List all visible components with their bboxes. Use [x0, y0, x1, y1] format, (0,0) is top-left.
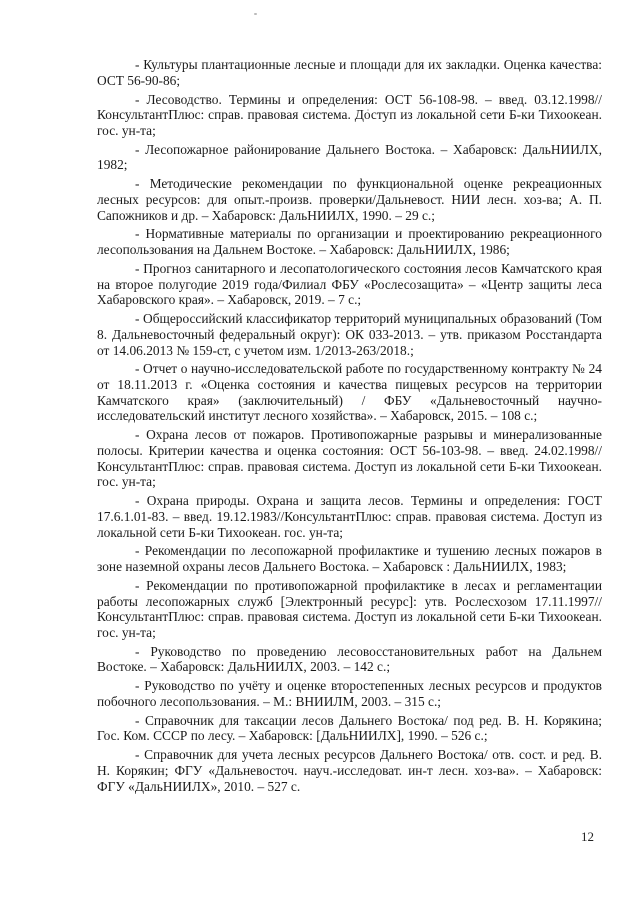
reference-entry: - Рекомендации по противопожарной профилактике в лесах и регламентации работы лесопожарных служб [Электронный ресурс]: утв. Рослесхозом 17.11.1997// КонсультантПлюс: справ. правовая система. Доступ из локальной сети Б-ки Тихоокеан. гос. ун-та; [97, 577, 602, 640]
reference-entry: - Лесоводство. Термины и определения: ОСТ 56-108-98. – введ. 03.12.1998// КонсультантПлюс: справ. правовая система. Доступ из локальной сети Б-ки Тихоокеан. гос. ун-та; [97, 91, 602, 138]
reference-entry: - Руководство по проведению лесовосстановительных работ на Дальнем Востоке. – Хабаровск: ДальНИИЛХ, 2003. – 142 с.; [97, 643, 602, 675]
reference-list [97, 57, 602, 797]
reference-entry: - Прогноз санитарного и лесопатологического состояния лесов Камчатского края на второе полугодие 2019 года/Филиал ФБУ «Рослесозащита» – «Центр защиты леса Хабаровского края». – Хабаровск, 2019. – 7 с.; [97, 260, 602, 308]
page-number: 12 [581, 829, 594, 844]
scan-artifact [254, 13, 257, 15]
reference-entry: - Отчет о научно-исследовательской работе по государственному контракту № 24 от 18.11.2013 г. «Оценка состояния и качества пищевых ресурсов на территории Камчатского края» (заключительный) / ФБУ «Дальневосточный научно-исследовательский институт лесного хозяйства». – Хабаровск, 2015. – 108 с.; [97, 361, 602, 424]
reference-entry: - Руководство по учёту и оценке второстепенных лесных ресурсов и продуктов побочного лесопользования. – М.: ВНИИЛМ, 2003. – 315 с.; [97, 678, 602, 709]
reference-entry: - Общероссийский классификатор территорий муниципальных образований (Том 8. Дальневосточный федеральный округ): ОК 033-2013. – утв. приказом Росстандарта от 14.06.2013 № 159-ст, с учетом изм. 1/2013-263/2018.; [97, 311, 602, 358]
reference-entry: - Методические рекомендации по функциональной оценке рекреационных лесных ресурсов: для опыт.-произв. проверки/Дальневост. НИИ лесн. хоз-ва; А. П. Сапожников и др. – Хабаровск: ДальНИИЛХ, 1990. – 29 с.; [97, 176, 602, 223]
reference-entry: - Справочник для учета лесных ресурсов Дальнего Востока/ отв. сост. и ред. В. Н. Корякин; ФГУ «Дальневосточ. науч.-исследоват. ин-т лесн. хоз-ва». – Хабаровск: ФГУ «ДальНИИЛХ», 2010. – 527 с. [97, 747, 602, 794]
reference-entry: - Нормативные материалы по организации и проектированию рекреационного лесопользования на Дальнем Востоке. – Хабаровск: ДальНИИЛХ, 1986; [97, 226, 602, 258]
reference-entry: - Справочник для таксации лесов Дальнего Востока/ под ред. В. Н. Корякина; Гос. Ком. СССР по лесу. – Хабаровск: [ДальНИИЛХ], 1990. – 526 с.; [97, 712, 602, 744]
reference-entry: - Рекомендации по лесопожарной профилактике и тушению лесных пожаров в зоне наземной охраны лесов Дальнего Востока. – Хабаровск : ДальНИИЛХ, 1983; [97, 543, 602, 575]
reference-entry: - Охрана лесов от пожаров. Противопожарные разрывы и минерализованные полосы. Критерии качества и оценка состояния: ОСТ 56-103-98. – введ. 24.02.1998// КонсультантПлюс: справ. правовая система. Доступ из локальной сети Б-ки Тихоокеан. гос. ун-та; [97, 427, 602, 490]
reference-entry: - Лесопожарное районирование Дальнего Востока. – Хабаровск: ДальНИИЛХ, 1982; [97, 141, 602, 173]
reference-entry: - Культуры плантационные лесные и площади для их закладки. Оценка качества: ОСТ 56-90-86; [97, 57, 602, 88]
reference-entry: - Охрана природы. Охрана и защита лесов. Термины и определения: ГОСТ 17.6.1.01-83. – введ. 19.12.1983//КонсультантПлюс: справ. правовая система. Доступ из локальной сети Б-ки Тихоокеан. гос. ун-та; [97, 493, 602, 540]
